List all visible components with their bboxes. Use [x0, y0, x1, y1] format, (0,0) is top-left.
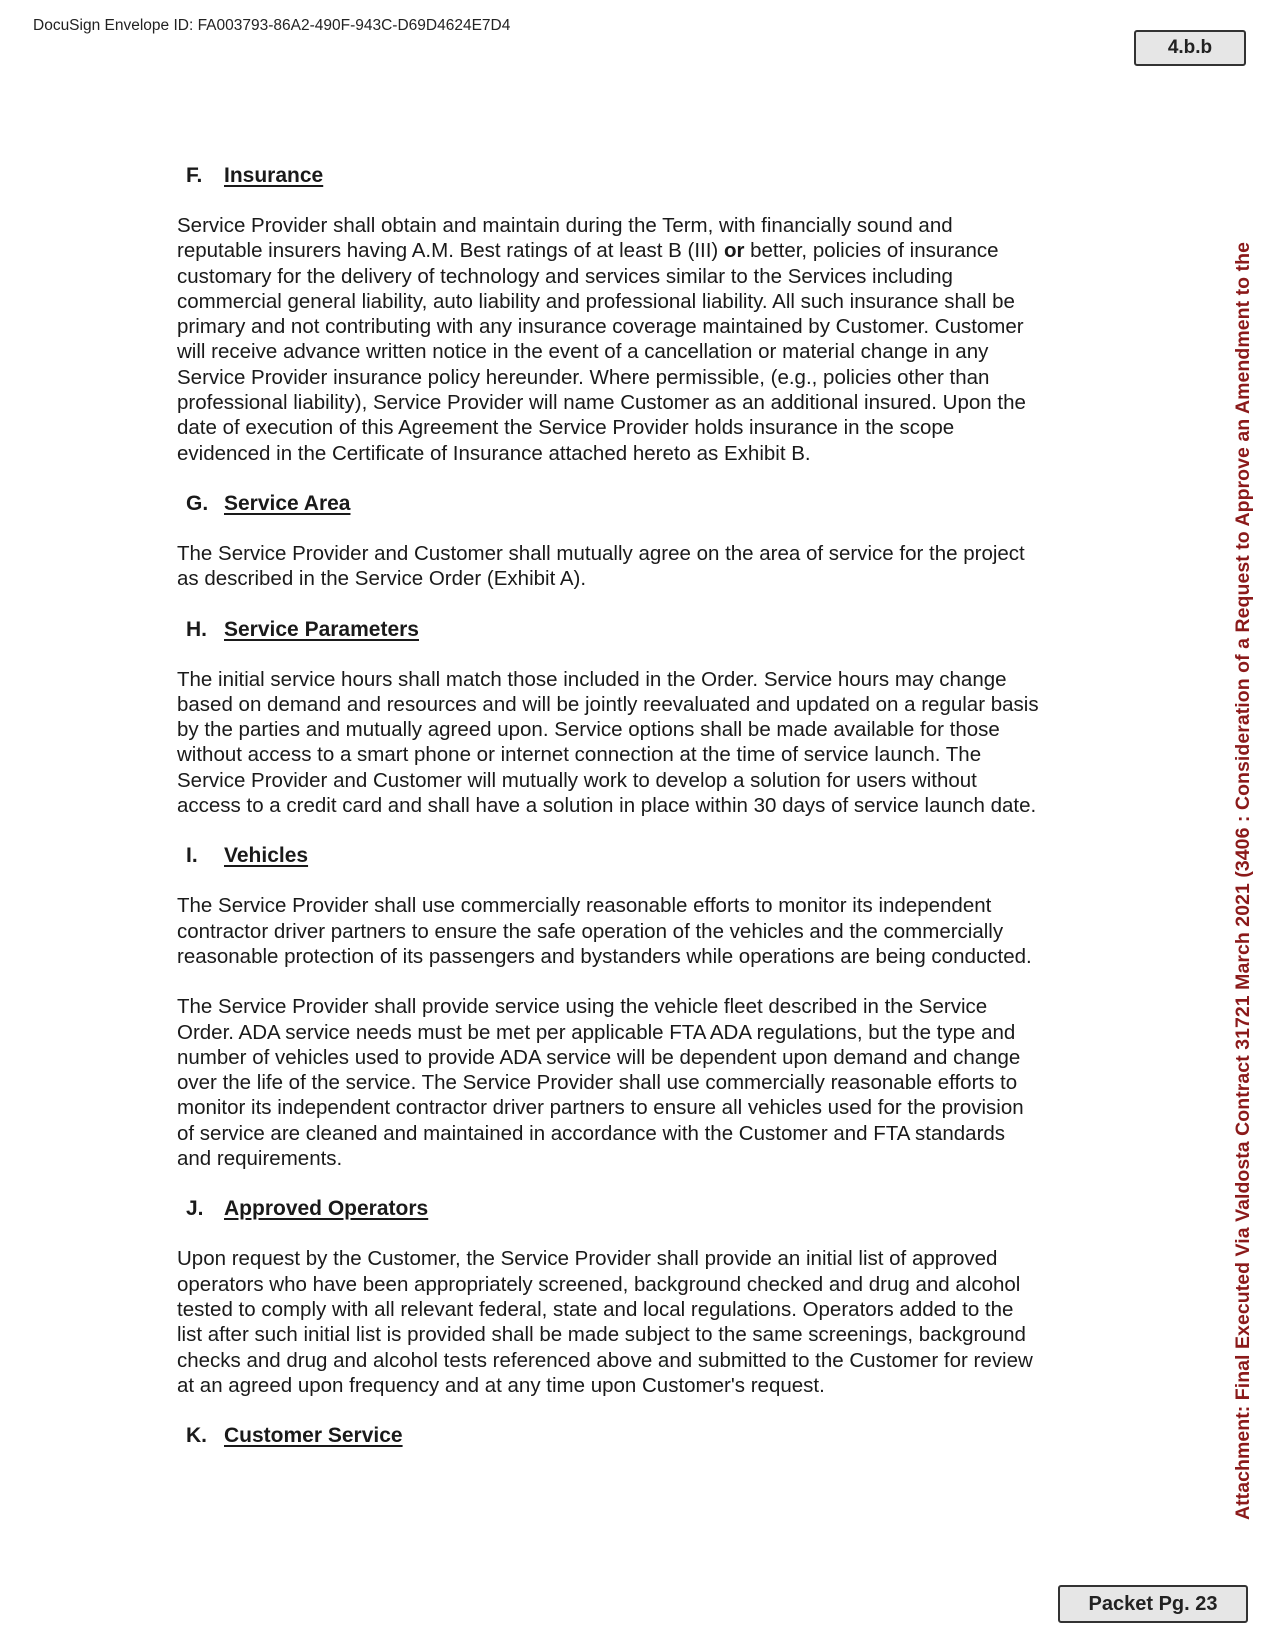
text-line: contractor driver partners to ensure the safe operation of the vehicles and the commercially [177, 919, 1004, 943]
bold-text: or [723, 239, 745, 263]
text-line: list after such initial list is provided shall be made subject to the same screenings, background [177, 1323, 1026, 1347]
text-line: as described in the Service Order (Exhibit A). [177, 567, 587, 591]
document-body [177, 163, 1107, 1473]
text-line: Service Provider and Customer will mutually work to develop a solution for users without [177, 768, 977, 792]
text-line: monitor its independent contractor driver partners to ensure all vehicles used for the provision [177, 1096, 1024, 1120]
section-title: Customer Service [224, 1424, 403, 1448]
section-heading [186, 491, 1107, 516]
text-line: over the life of the service. The Service Provider shall use commercially reasonable efforts to [177, 1071, 1018, 1095]
text-line: by the parties and mutually agreed upon. Service options shall be made available for those [177, 718, 1000, 742]
section-heading [186, 1196, 1107, 1221]
section-title: Vehicles [224, 844, 309, 868]
text-line: commercial general liability, auto liability and professional liability. All such insurance shall be [177, 289, 1015, 313]
section-title: Approved Operators [224, 1197, 429, 1221]
text-line: reasonable protection of its passengers and bystanders while operations are being conducted. [177, 944, 1032, 968]
text-line: The Service Provider shall provide service using the vehicle fleet described in the Service [177, 995, 988, 1019]
text-line: Service Provider insurance policy hereunder. Where permissible, (e.g., policies other than [177, 365, 990, 389]
text-line: The Service Provider and Customer shall mutually agree on the area of service for the project [177, 541, 1025, 565]
section-letter: F. [186, 164, 203, 187]
packet-page-number: Packet Pg. 23 [1058, 1585, 1248, 1623]
section-letter: G. [186, 491, 209, 515]
paragraph [177, 667, 1107, 819]
section-title: Service Area [224, 491, 351, 515]
section-heading [186, 1423, 1107, 1448]
section-letter: I. [186, 844, 198, 868]
section-heading [186, 163, 1107, 188]
section-title: Service Parameters [224, 617, 419, 641]
text-line: will receive advance written notice in the event of a cancellation or material change in any [177, 340, 989, 364]
text-line: and requirements. [177, 1147, 343, 1171]
text-line: Order. ADA service needs must be met per applicable FTA ADA regulations, but the type and [177, 1020, 1016, 1044]
text-line: operators who have been appropriately screened, background checked and drug and alcohol [177, 1272, 1021, 1296]
section-letter: K. [186, 1424, 207, 1448]
text-line: tested to comply with all relevant federal, state and local regulations. Operators added to the [177, 1297, 1014, 1321]
text-line: evidenced in the Certificate of Insurance attached hereto as Exhibit B. [177, 441, 811, 465]
section-letter: J. [186, 1197, 204, 1221]
text-line: The initial service hours shall match those included in the Order. Service hours may change [177, 667, 1007, 691]
text-line: Upon request by the Customer, the Service Provider shall provide an initial list of approved [177, 1247, 998, 1271]
text-line: customary for the delivery of technology and services similar to the Services including [177, 264, 953, 288]
envelope-id: DocuSign Envelope ID: FA003793-86A2-490F-943C-D69D4624E7D4 [33, 17, 511, 34]
text-line: Service Provider shall obtain and maintain during the Term, with financially sound and [177, 214, 953, 237]
text-line: primary and not contributing with any insurance coverage maintained by Customer. Customer [177, 315, 1024, 339]
text-line: without access to a smart phone or internet connection at the time of service launch. The [177, 743, 982, 767]
text-line: professional liability), Service Provider will name Customer as an additional insured. Upon the [177, 391, 1026, 415]
section-heading [186, 843, 1107, 868]
paragraph [177, 1246, 1107, 1398]
paragraph [177, 893, 1107, 969]
text-line: date of execution of this Agreement the Service Provider holds insurance in the scope [177, 416, 955, 440]
text-line: The Service Provider shall use commercially reasonable efforts to monitor its independent [177, 894, 992, 918]
section-letter: H. [186, 617, 207, 641]
text-line: checks and drug and alcohol tests referenced above and submitted to the Customer for review [177, 1348, 1033, 1372]
attachment-side-note: Attachment: Final Executed Via Valdosta Contract 31721 March 2021 (3406 : Consideration of a Request to Approve an Amendment to the [1232, 242, 1254, 1520]
section-heading [186, 617, 1107, 642]
text-line: based on demand and resources and will be jointly reevaluated and updated on a regular basis [177, 692, 1039, 716]
text-line: access to a credit card and shall have a solution in place within 30 days of service launch date. [177, 794, 1037, 818]
section-title: Insurance [224, 164, 324, 187]
paragraph [177, 541, 1107, 592]
text-line: of service are cleaned and maintained in accordance with the Customer and FTA standards [177, 1121, 1006, 1145]
text-line: reputable insurers having A.M. Best ratings of at least B (III) or better, policies of insurance [177, 239, 999, 263]
text-line: at an agreed upon frequency and at any time upon Customer's request. [177, 1373, 825, 1397]
paragraph [177, 213, 1107, 466]
agenda-item-tag: 4.b.b [1134, 30, 1246, 66]
text-line: number of vehicles used to provide ADA service will be dependent upon demand and change [177, 1045, 1021, 1069]
paragraph [177, 994, 1107, 1171]
